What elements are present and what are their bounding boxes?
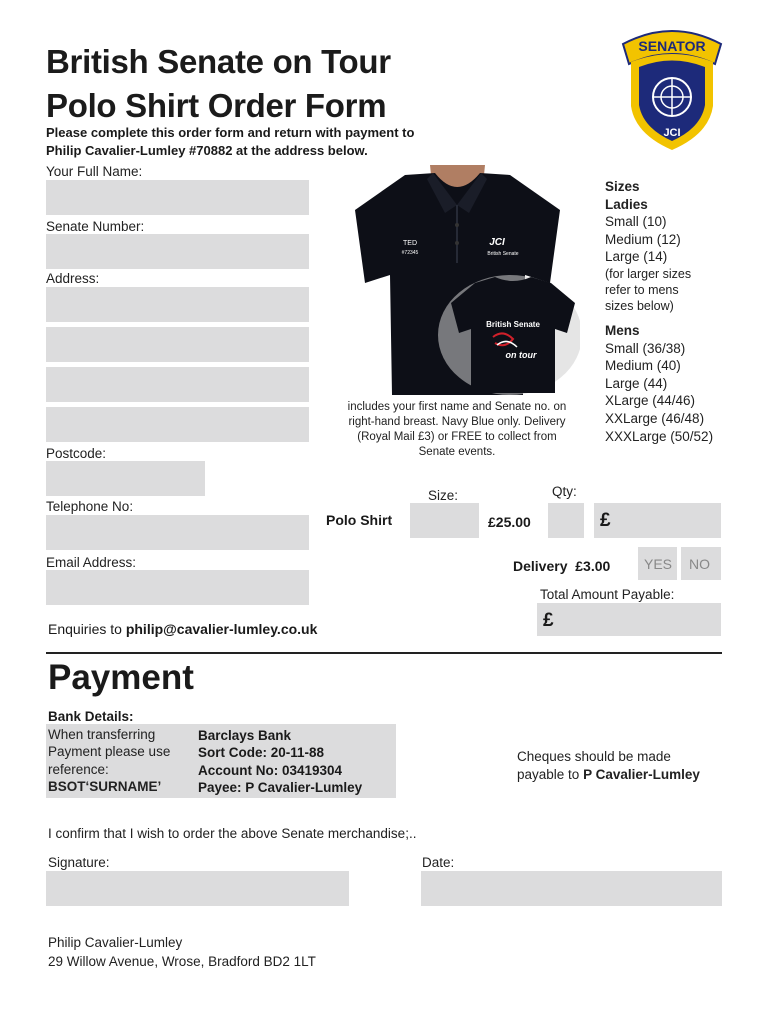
total-currency: £ (543, 610, 554, 631)
bank-details-heading: Bank Details: (48, 709, 134, 724)
reference-instructions (48, 726, 170, 796)
date-label: Date: (422, 855, 455, 870)
line-total-currency: £ (600, 510, 611, 531)
cheque-line-2-prefix: payable to (517, 767, 584, 782)
mens-size-item: Small (36/38) (605, 340, 686, 356)
full-name-field[interactable] (46, 180, 309, 215)
bank-account-info (198, 727, 362, 797)
cheque-line-1: Cheques should be made (517, 749, 671, 764)
email-label: Email Address: (46, 555, 137, 570)
caption-line-4: Senate events. (418, 446, 496, 458)
caption-line-1: includes your first name and Senate no. on (347, 401, 567, 413)
shirt-front-logo: JCI (489, 237, 505, 248)
senator-jci-logo (609, 22, 735, 154)
shirt-caption (330, 400, 584, 460)
delivery-price: £3.00 (575, 558, 611, 574)
cheque-payee: P Cavalier-Lumley (583, 767, 700, 782)
mens-size-item: Medium (40) (605, 358, 681, 374)
ladies-note-line: sizes below) (605, 298, 674, 313)
title-line-1: British Senate on Tour (46, 43, 391, 80)
intro-line-1: Please complete this order form and return with payment to (46, 125, 415, 140)
qty-field[interactable] (548, 503, 584, 538)
senate-number-label: Senate Number: (46, 219, 145, 234)
reference-line: When transferring (48, 727, 156, 742)
yes-label: YES (644, 556, 673, 572)
shirt-name-sub: #72345 (401, 250, 419, 256)
email-field[interactable] (46, 570, 309, 605)
delivery-label (513, 558, 610, 574)
full-name-label: Your Full Name: (46, 164, 143, 179)
line-total-field[interactable] (594, 503, 721, 538)
address-field-line-3[interactable] (46, 367, 309, 402)
address-field-line-1[interactable] (46, 287, 309, 322)
payee: Payee: P Cavalier-Lumley (198, 780, 363, 796)
telephone-label: Telephone No: (46, 499, 134, 514)
size-label: Size: (428, 488, 459, 503)
date-field[interactable] (421, 871, 722, 906)
footer-name: Philip Cavalier-Lumley (48, 935, 183, 950)
account-number: Account No: 03419304 (198, 762, 343, 778)
address-field-line-4[interactable] (46, 407, 309, 442)
ladies-heading: Ladies (605, 196, 648, 212)
mens-size-item: Large (44) (605, 375, 668, 391)
delivery-text: Delivery (513, 558, 568, 574)
address-label: Address: (46, 271, 100, 286)
ladies-size-item: Small (10) (605, 214, 667, 230)
logo-top-text: SENATOR (638, 38, 706, 54)
shirt-price: £25.00 (488, 514, 531, 530)
footer-address (48, 933, 316, 971)
reference-line: reference: (48, 761, 109, 777)
polo-shirt-image (335, 165, 580, 395)
caption-line-2: right-hand breast. Navy Blue only. Delivery (348, 416, 566, 428)
payment-heading: Payment (48, 658, 194, 697)
enquiries-prefix: Enquiries to (48, 621, 126, 637)
ladies-size-item: Medium (12) (605, 231, 681, 247)
intro-text (46, 124, 414, 160)
title-line-2: Polo Shirt Order Form (46, 87, 387, 124)
mens-size-item: XLarge (44/46) (605, 393, 696, 409)
enquiries-line (48, 621, 317, 637)
shirt-front-sub: British Senate (487, 251, 519, 257)
telephone-field[interactable] (46, 515, 309, 550)
total-amount-field[interactable] (537, 603, 721, 636)
enquiries-email-link[interactable]: philip@cavalier-lumley.co.uk (125, 621, 318, 637)
delivery-no-option[interactable] (681, 547, 721, 580)
postcode-field[interactable] (46, 461, 205, 496)
footer-street-address: 29 Willow Avenue, Wrose, Bradford BD2 1LT (48, 954, 316, 969)
signature-label: Signature: (48, 855, 110, 870)
shirt-back-line-2: on tour (505, 350, 537, 360)
mens-size-item: XXXLarge (50/52) (605, 428, 714, 444)
polo-shirt-item: Polo Shirt (326, 512, 393, 528)
delivery-yes-option[interactable] (638, 547, 677, 580)
shirt-name-text: TED (403, 240, 417, 247)
section-divider (46, 652, 722, 654)
ladies-note-line: refer to mens (605, 282, 679, 297)
signature-field[interactable] (46, 871, 349, 906)
total-label: Total Amount Payable: (540, 587, 675, 602)
reference-line: Payment please use (48, 744, 171, 760)
ladies-note-line: (for larger sizes (605, 266, 692, 281)
confirmation-text: I confirm that I wish to order the above Senate merchandise;.. (48, 826, 417, 841)
cheque-instructions (517, 748, 700, 784)
sizes-list (605, 178, 755, 445)
senate-number-field[interactable] (46, 234, 309, 269)
intro-line-2: Philip Cavalier-Lumley #70882 at the address below. (46, 143, 368, 158)
size-field[interactable] (410, 503, 479, 538)
reference-code: BSOT‘SURNAME’ (48, 779, 162, 795)
form-title (46, 40, 391, 128)
sort-code: Sort Code: 20-11-88 (198, 745, 325, 761)
shirt-back-line-1: British Senate (486, 320, 540, 329)
postcode-label: Postcode: (46, 446, 107, 461)
mens-size-item: XXLarge (46/48) (605, 410, 705, 426)
sizes-heading: Sizes (605, 179, 640, 194)
logo-center-text: JCI (663, 127, 681, 139)
mens-heading: Mens (605, 322, 640, 338)
address-field-line-2[interactable] (46, 327, 309, 362)
bank-name: Barclays Bank (198, 728, 292, 743)
ladies-size-item: Large (14) (605, 249, 668, 265)
no-label: NO (689, 556, 710, 572)
qty-label: Qty: (552, 484, 577, 499)
caption-line-3: (Royal Mail £3) or FREE to collect from (357, 431, 557, 443)
